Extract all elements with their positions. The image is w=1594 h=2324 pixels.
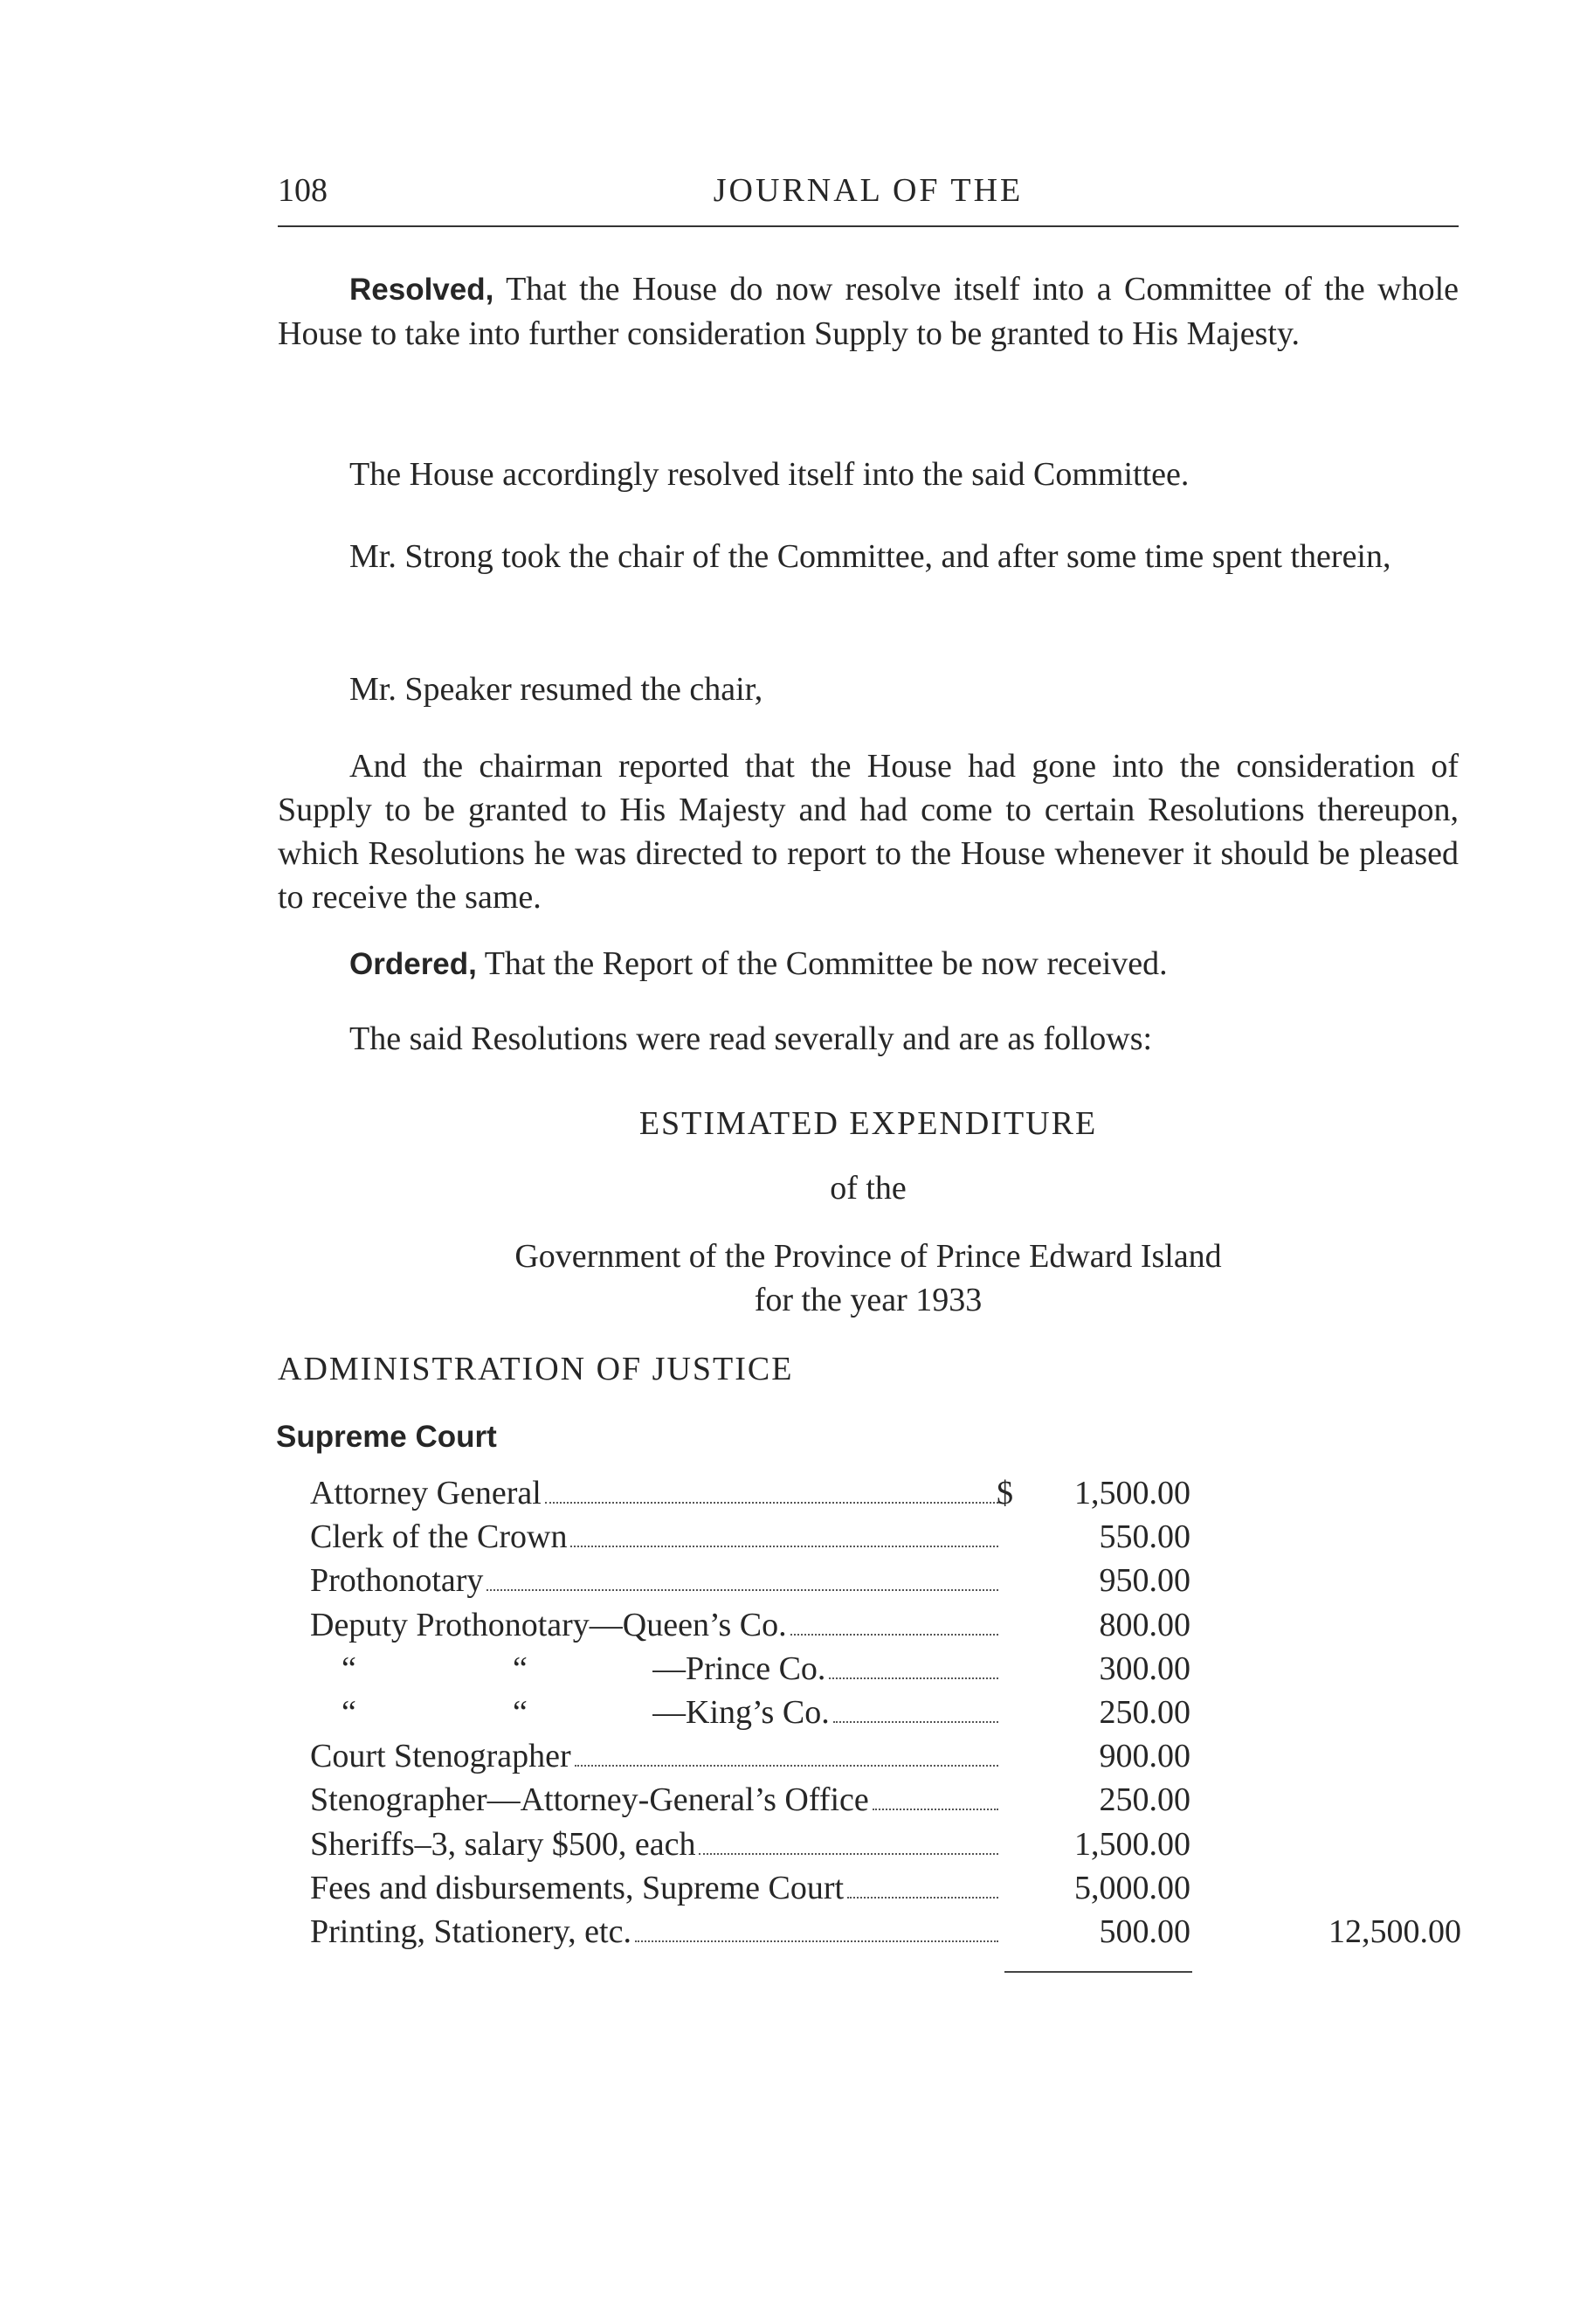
- item-label: Sheriffs–3, salary $500, each: [310, 1823, 998, 1866]
- estimate-government-line: Government of the Province of Prince Edward Island: [514, 1238, 1222, 1275]
- ordered-paragraph: [278, 942, 1459, 986]
- ditto-mark: “: [513, 1650, 528, 1687]
- dot-leader: [829, 1677, 998, 1679]
- resolved-paragraph: [278, 267, 1459, 356]
- ordered-text: That the Report of the Committee be now received.: [476, 945, 1168, 982]
- speaker-paragraph: [278, 667, 1459, 711]
- resolutions-text: The said Resolutions were read severally and are as follows:: [349, 1020, 1153, 1057]
- item-label: Deputy Prothonotary—Queen’s Co.: [310, 1603, 998, 1647]
- estimate-of-the: of the: [830, 1170, 907, 1207]
- resolutions-paragraph: [278, 1017, 1459, 1061]
- dot-leader: [635, 1940, 998, 1942]
- header-rule: [278, 225, 1459, 227]
- item-label: Printing, Stationery, etc.: [310, 1910, 998, 1954]
- item-amount: 800.00: [1099, 1606, 1190, 1643]
- ledger-row: [310, 1559, 1463, 1602]
- item-label: —King’s Co.: [652, 1691, 998, 1734]
- currency-symbol: $: [997, 1475, 1013, 1511]
- sum-rule: [1004, 1971, 1192, 1973]
- section-heading: ADMINISTRATION OF JUSTICE: [278, 1351, 794, 1387]
- dot-leader: [833, 1721, 998, 1723]
- item-label: Attorney General: [310, 1471, 998, 1515]
- ledger-row: [310, 1823, 1463, 1866]
- item-amount: 500.00: [1099, 1912, 1190, 1950]
- ledger-row: [310, 1691, 1463, 1734]
- ledger-row: [310, 1647, 1463, 1691]
- item-label: Stenographer—Attorney-General’s Office: [310, 1778, 998, 1822]
- item-amount: 250.00: [1099, 1781, 1190, 1819]
- ledger-row: [310, 1603, 1463, 1647]
- ledger-row: [310, 1778, 1463, 1822]
- ledger-row: [310, 1515, 1463, 1559]
- ordered-lead: Ordered,: [349, 947, 477, 981]
- sub-heading: Supreme Court: [276, 1420, 497, 1454]
- report-text: And the chairman reported that the House had gone into the consideration of Supply to be granted to His Majesty and had come to certain Resolutions thereupon, which Resolutions he was directed to report to the House whenever it should be pleased to receive the same.: [278, 748, 1459, 916]
- running-head: [278, 171, 1459, 224]
- speaker-text: Mr. Speaker resumed the chair,: [349, 671, 763, 708]
- resolved-text: That the House do now resolve itself into a Committee of the whole House to take into further consideration Supply to be granted to His Majesty.: [278, 271, 1459, 352]
- dot-leader: [570, 1546, 998, 1547]
- chair-paragraph: [278, 535, 1459, 578]
- committee-text: The House accordingly resolved itself into the said Committee.: [349, 456, 1190, 493]
- item-amount: 950.00: [1099, 1562, 1190, 1600]
- item-label: Clerk of the Crown: [310, 1515, 998, 1559]
- expenditure-ledger: [310, 1471, 1463, 1954]
- item-label: Fees and disbursements, Supreme Court: [310, 1866, 998, 1910]
- ditto-mark: “: [513, 1693, 528, 1731]
- dot-leader: [486, 1589, 998, 1591]
- item-label: Prothonotary: [310, 1559, 998, 1602]
- report-paragraph: [278, 744, 1459, 919]
- item-label: —Prince Co.: [652, 1647, 998, 1691]
- resolved-lead: Resolved,: [349, 273, 494, 307]
- item-amount: 300.00: [1099, 1650, 1190, 1687]
- committee-paragraph: [278, 453, 1459, 496]
- item-amount: 1,500.00: [1074, 1475, 1190, 1511]
- section-total: 12,500.00: [1328, 1912, 1461, 1950]
- ledger-row: [310, 1734, 1463, 1778]
- dot-leader: [847, 1897, 998, 1899]
- item-label: Court Stenographer: [310, 1734, 998, 1778]
- page-number: 108: [278, 172, 328, 209]
- dot-leader: [699, 1853, 998, 1855]
- dot-leader: [873, 1809, 998, 1810]
- ledger-row: [310, 1866, 1463, 1910]
- journal-title: JOURNAL OF THE: [713, 172, 1024, 209]
- estimate-year-line: for the year 1933: [754, 1282, 983, 1318]
- estimate-title: ESTIMATED EXPENDITURE: [638, 1105, 1098, 1142]
- ditto-mark: “: [342, 1693, 356, 1731]
- ditto-mark: “: [342, 1650, 356, 1687]
- item-amount: 900.00: [1099, 1738, 1190, 1775]
- item-amount: 1,500.00: [1074, 1825, 1190, 1863]
- item-amount: 5,000.00: [1074, 1869, 1190, 1906]
- dot-leader: [575, 1765, 998, 1767]
- ledger-row: [310, 1910, 1463, 1954]
- dot-leader: [790, 1634, 998, 1636]
- ledger-row: [310, 1471, 1463, 1515]
- item-amount: 550.00: [1099, 1518, 1190, 1556]
- dot-leader: [545, 1502, 998, 1504]
- item-amount: 250.00: [1099, 1693, 1190, 1731]
- chair-text: Mr. Strong took the chair of the Committee, and after some time spent therein,: [349, 538, 1391, 575]
